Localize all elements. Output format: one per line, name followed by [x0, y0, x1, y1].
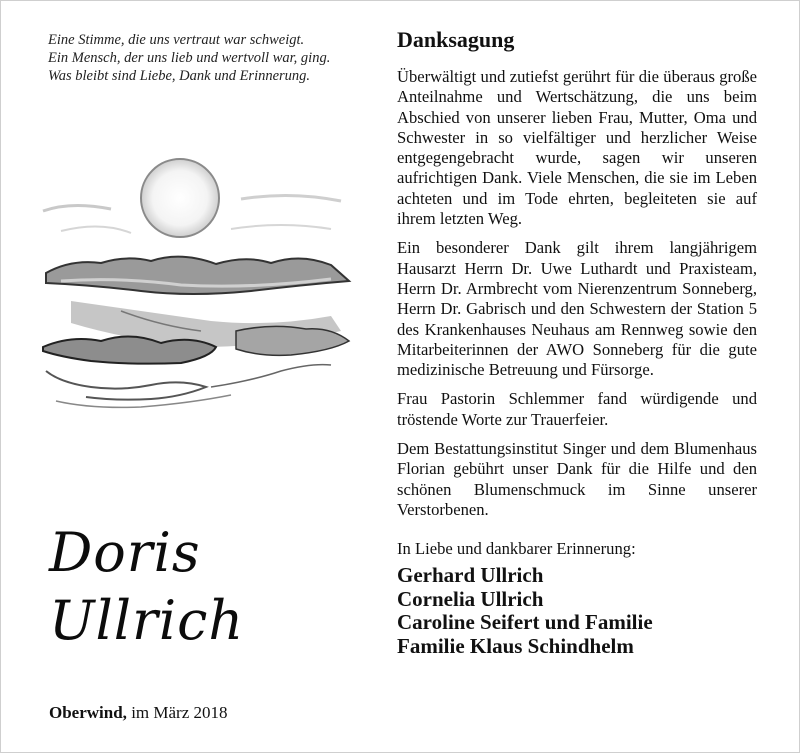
deceased-last-name: Ullrich — [49, 589, 245, 652]
thanks-paragraph: Überwältigt und zutiefst gerührt für die überaus große Anteilnahme und Wertschätzung, die uns beim Abschied von unserer lieben Frau, Mutter, Oma und Schwester in so vielfältiger und herzlicher Weise entgegengebracht wurde, sagen wir unseren aufrichtigen Dank. Viele Menschen, die sie im Leben achteten und im Tode ehrten, begleiteten sie auf ihrem letzten Weg. — [397, 67, 757, 229]
date: im März 2018 — [131, 703, 228, 722]
signer-name: Cornelia Ullrich — [397, 586, 544, 611]
signer-name: Gerhard Ullrich — [397, 563, 544, 588]
poem-line: Eine Stimme, die uns vertraut war schweigt. — [48, 32, 305, 48]
thanks-paragraph: Frau Pastorin Schlemmer fand würdigende und tröstende Worte zur Trauerfeier. — [397, 389, 757, 429]
signer-name: Familie Klaus Schindhelm — [397, 633, 634, 658]
thanks-paragraph: Dem Bestattungsinstitut Singer und dem Blumenhaus Florian gebührt unser Dank für die Hilfe und den schönen Blumenschmuck im Sinne unserer Verstorbenen. — [397, 439, 757, 519]
thanks-column — [397, 27, 757, 658]
signers-list — [397, 564, 757, 658]
place: Oberwind, — [49, 703, 127, 722]
place-date — [49, 703, 228, 723]
poem-line: Was bleibt sind Liebe, Dank und Erinnerung. — [48, 68, 311, 84]
sun-over-hills-sketch-icon — [31, 151, 376, 416]
page-title: Danksagung — [397, 27, 515, 52]
memorial-poem — [48, 31, 368, 85]
thanks-paragraph: Ein besonderer Dank gilt ihrem langjährigem Hausarzt Herrn Dr. Uwe Luthardt und Praxisteam, Herrn Dr. Armbrecht vom Nierenzentrum Sonneberg, Herrn Dr. Gabrisch und den Schwestern der Station 5 des Krankenhauses Neuhaus am Rennweg sowie den Mitarbeiterinnen der AWO Sonneberg für die gute medizinische Betreuung und Fürsorge. — [397, 238, 757, 380]
sign-intro: In Liebe und dankbarer Erinnerung: — [397, 539, 636, 559]
signer-name: Caroline Seifert und Familie — [397, 610, 653, 635]
deceased-first-name: Doris — [49, 521, 201, 584]
poem-line: Ein Mensch, der uns lieb und wertvoll war, ging. — [48, 50, 331, 66]
